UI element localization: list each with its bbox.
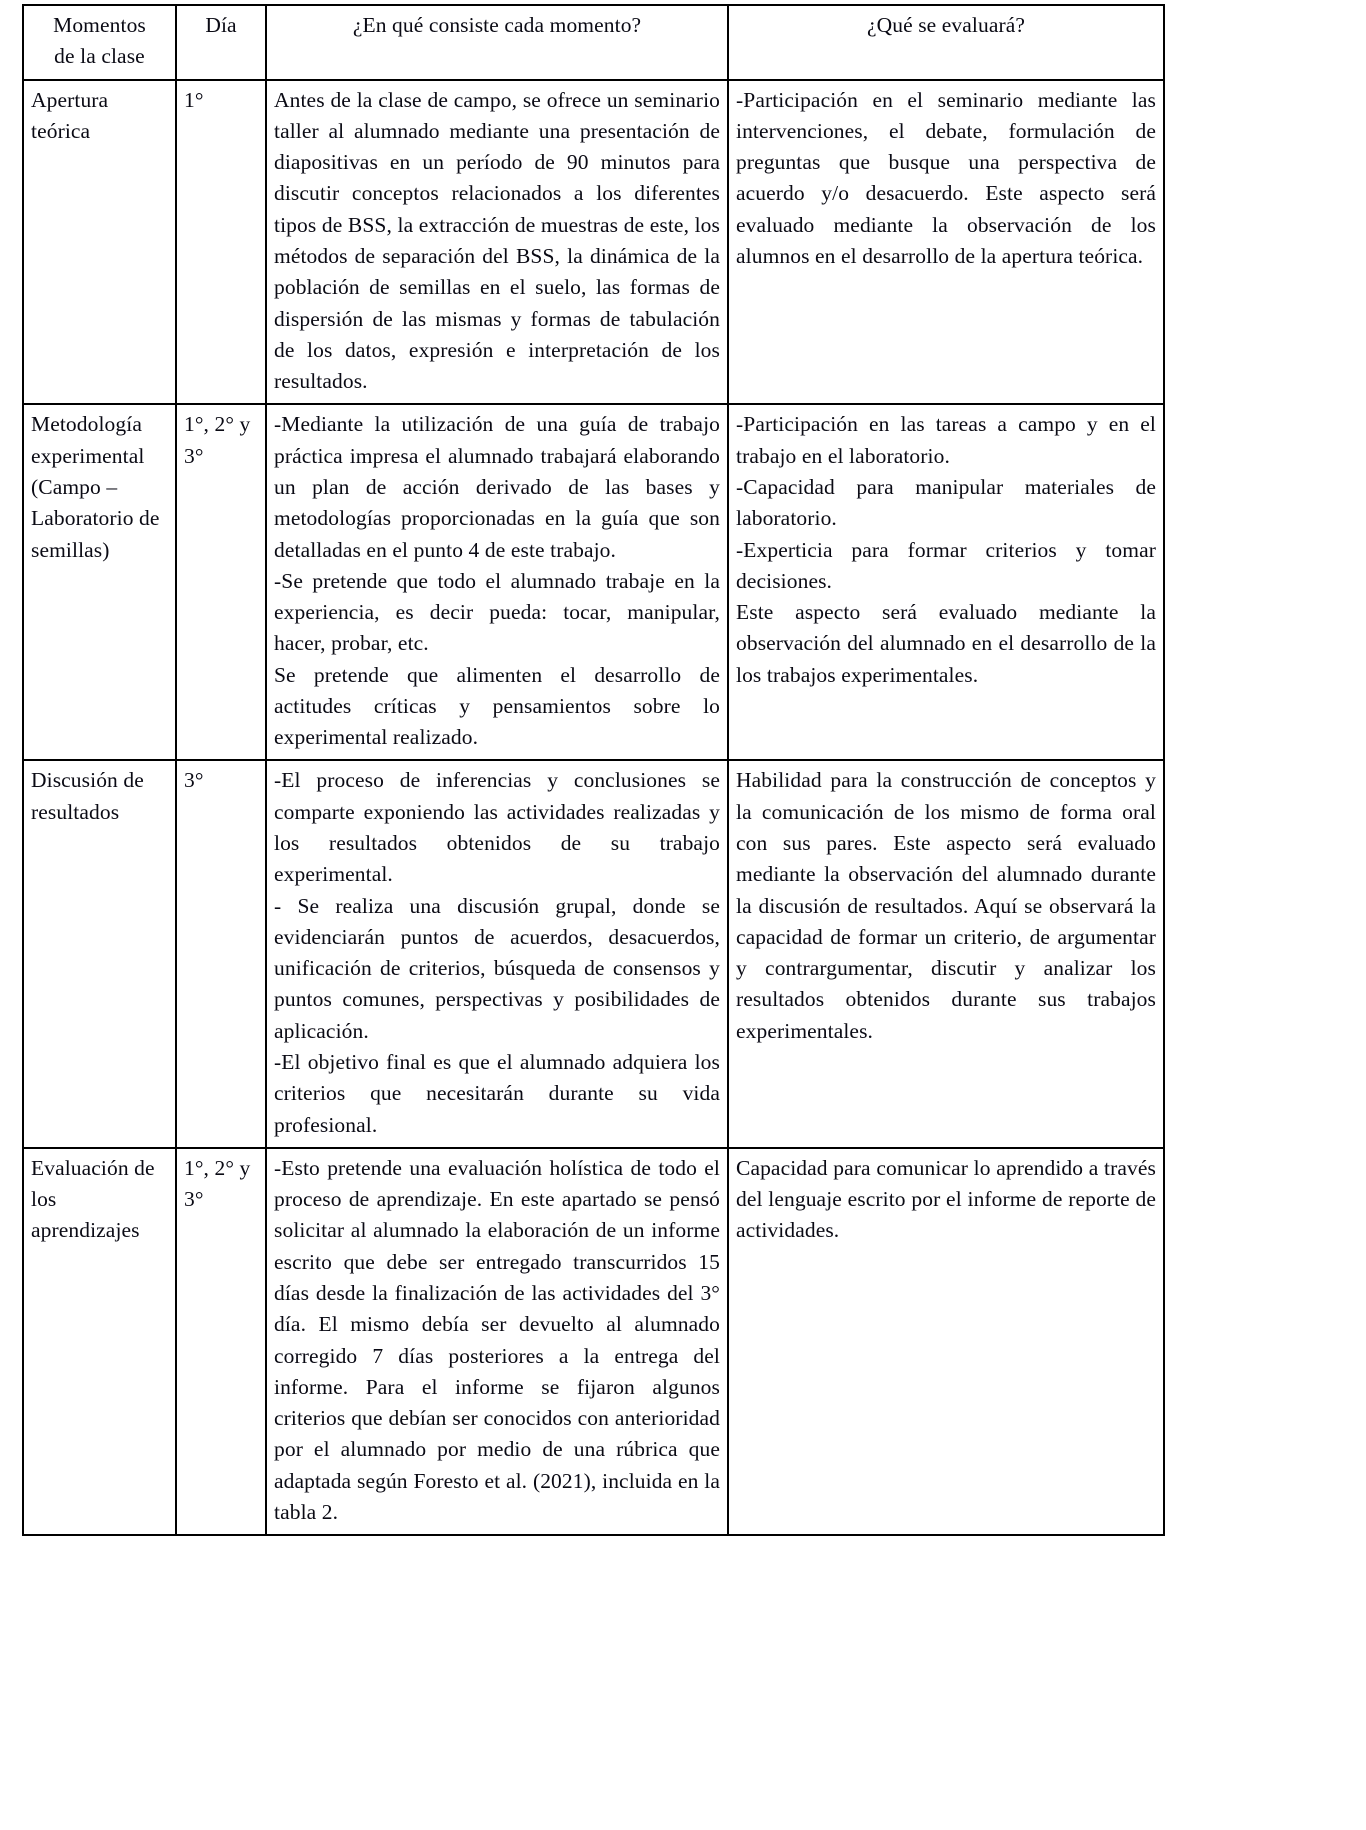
cell-dia: 3° [176,760,266,1147]
table-row [23,1148,1164,1535]
cell-consiste: -Mediante la utilización de una guía de trabajo práctica impresa el alumnado trabajará elaborando un plan de acción derivado de las bases y metodologías proporcionadas en la guía que son detalladas en el punto 4 de este trabajo. -Se pretende que todo el alumnado trabaje en la experiencia, es decir pueda: tocar, manipular, hacer, probar, etc. Se pretende que alimenten el desarrollo de actitudes críticas y pensamientos sobre lo experimental realizado. [266,404,728,760]
table-row [23,760,1164,1147]
column-header-consiste-label: ¿En qué consiste cada momento? [352,13,642,37]
cell-consiste: -El proceso de inferencias y conclusiones se comparte exponiendo las actividades realizadas y los resultados obtenidos de su trabajo experimental. - Se realiza una discusión grupal, donde se evidenciarán puntos de acuerdos, desacuerdos, unificación de criterios, búsqueda de consensos y puntos comunes, perspectivas y posibilidades de aplicación. -El objetivo final es que el alumnado adquiera los criterios que necesitarán durante su vida profesional. [266,760,728,1147]
table-row [23,80,1164,405]
table-row [23,404,1164,760]
table-header-row [23,5,1164,80]
cell-dia: 1°, 2° y 3° [176,404,266,760]
column-header-dia-label: Día [205,13,237,37]
column-header-evaluara [728,5,1164,80]
column-header-evaluara-label: ¿Qué se evaluará? [866,13,1026,37]
column-header-dia [176,5,266,80]
table-container [22,4,1163,1536]
column-header-momentos-line2: de la clase [54,44,145,69]
cell-evaluara: -Participación en el seminario mediante las intervenciones, el debate, formulación de preguntas que busque una perspectiva de acuerdo y/o desacuerdo. Este aspecto será evaluado mediante la observación de los alumnos en el desarrollo de la apertura teórica. [728,80,1164,405]
cell-momento: Evaluación de los aprendizajes [23,1148,176,1535]
cell-momento: Apertura teórica [23,80,176,405]
table-header [23,5,1164,80]
cell-consiste: -Esto pretende una evaluación holística de todo el proceso de aprendizaje. En este apartado se pensó solicitar al alumnado la elaboración de un informe escrito que debe ser entregado transcurridos 15 días desde la finalización de las actividades del 3° día. El mismo debía ser devuelto al alumnado corregido 7 días posteriores a la entrega del informe. Para el informe se fijaron algunos criterios que debían ser conocidos con anterioridad por el alumnado por medio de una rúbrica que adaptada según Foresto et al. (2021), incluida en la tabla 2. [266,1148,728,1535]
table-body [23,80,1164,1536]
cell-momento: Metodología experimental (Campo – Laboratorio de semillas) [23,404,176,760]
cell-dia: 1° [176,80,266,405]
column-header-momentos [23,5,176,80]
column-header-momentos-line1: Momentos [53,13,146,37]
cell-consiste: Antes de la clase de campo, se ofrece un seminario taller al alumnado mediante una presentación de diapositivas en un período de 90 minutos para discutir conceptos relacionados a los diferentes tipos de BSS, la extracción de muestras de este, los métodos de separación del BSS, la dinámica de la población de semillas en el suelo, las formas de dispersión de las mismas y formas de tabulación de los datos, expresión e interpretación de los resultados. [266,80,728,405]
cell-evaluara: -Participación en las tareas a campo y en el trabajo en el laboratorio. -Capacidad para manipular materiales de laboratorio. -Experticia para formar criterios y tomar decisiones. Este aspecto será evaluado mediante la observación del alumnado en el desarrollo de la los trabajos experimentales. [728,404,1164,760]
cell-momento: Discusión de resultados [23,760,176,1147]
momentos-de-la-clase-table [22,4,1165,1536]
cell-evaluara: Capacidad para comunicar lo aprendido a través del lenguaje escrito por el informe de reporte de actividades. [728,1148,1164,1535]
cell-dia: 1°, 2° y 3° [176,1148,266,1535]
cell-evaluara: Habilidad para la construcción de conceptos y la comunicación de los mismo de forma oral con sus pares. Este aspecto será evaluado mediante la observación del alumnado durante la discusión de resultados. Aquí se observará la capacidad de formar un criterio, de argumentar y contrargumentar, discutir y analizar los resultados obtenidos durante sus trabajos experimentales. [728,760,1164,1147]
column-header-consiste [266,5,728,80]
